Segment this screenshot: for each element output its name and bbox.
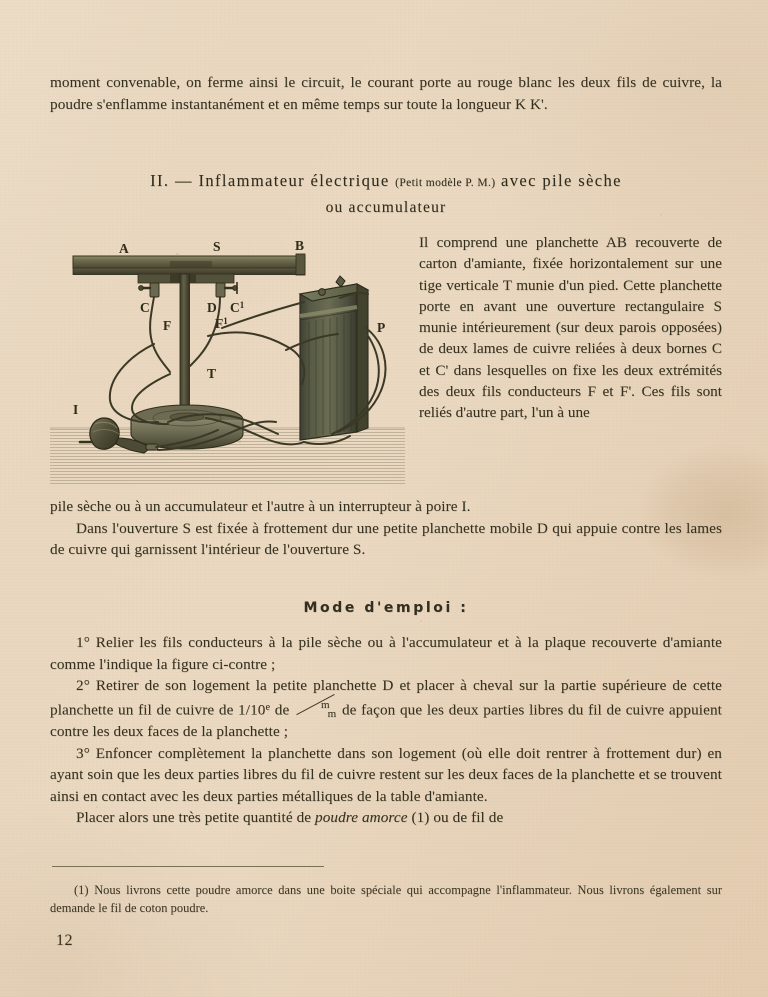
poudre-amorce-italic: poudre amorce bbox=[315, 809, 408, 826]
closing-paragraph bbox=[50, 807, 722, 829]
step-2-text-after: de façon que les deux parties libres du fil de cuivre appuient contre les deux faces de la planchette ; bbox=[50, 701, 722, 740]
step-1-text: Relier les fils conducteurs à la pile sèche ou à l'accumulateur et à la plaque recouverte d'amiante comme l'indique la figure ci-contre ; bbox=[50, 634, 722, 673]
section-title: Inflammateur électrique bbox=[198, 171, 390, 190]
apparatus-illustration bbox=[50, 232, 405, 484]
footnote-text: Nous livrons cette poudre amorce dans une boite spéciale qui accompagne l'inflammateur. Nous livrons également sur demande le fil de coton poudre. bbox=[50, 883, 722, 915]
apparatus-figure bbox=[50, 232, 405, 484]
footnote-divider bbox=[52, 866, 324, 867]
section-number: II. bbox=[150, 171, 170, 190]
asbestos-board bbox=[73, 254, 305, 275]
fraction-numerator: m bbox=[320, 698, 330, 711]
step-3 bbox=[50, 743, 722, 808]
figure-label-D: D bbox=[207, 300, 217, 315]
step-2-marker: 2° bbox=[76, 677, 90, 694]
footnote bbox=[50, 882, 722, 917]
figure-side-text: Il comprend une planchette AB recouverte de carton d'amiante, fixée horizontalement sur une tige verticale T munie d'un pied. Cette planchette porte en avant une ouverture rectangulaire S munie intérieurement (sur deux parois opposées) de deux lames de cuivre reliées à deux bornes C et C' dans lesquelles on fixe les deux extrémités des deux fils conducteurs F et F'. Ces fils sont reliés d'autre part, l'un à une bbox=[419, 234, 722, 422]
page-content bbox=[50, 0, 722, 997]
step-1 bbox=[50, 632, 722, 675]
step-3-marker: 3° bbox=[76, 744, 90, 762]
figure-label-C1: $C^1$ bbox=[230, 300, 245, 315]
terminal-C1 bbox=[216, 282, 237, 297]
support-stem-T bbox=[180, 274, 190, 422]
section-heading bbox=[50, 168, 722, 196]
step-2-text-mid: de bbox=[270, 701, 294, 719]
figure-label-S: S bbox=[213, 239, 221, 254]
figure-label-I: I bbox=[73, 402, 79, 417]
continuation-paragraph: pile sèche ou à un accumulateur et l'autre à un interrupteur à poire I. bbox=[50, 498, 471, 515]
figure-label-B: B bbox=[295, 238, 305, 253]
footnote-marker: (1) bbox=[74, 883, 89, 897]
figure-label-P: P bbox=[377, 320, 386, 335]
millimetre-fraction bbox=[294, 700, 337, 722]
fraction-denominator: m bbox=[327, 707, 337, 720]
figure-label-C: C bbox=[140, 300, 150, 315]
figure-label-F: F bbox=[163, 318, 172, 333]
section-parenthetical: (Petit modèle P. M.) bbox=[395, 177, 496, 189]
step-2-text-before: Retirer de son logement la petite planchette D et placer à cheval sur la partie supérieure de cette planchette un fil de cuivre de 1/10 bbox=[50, 677, 722, 719]
closing-after: (1) ou de fil de bbox=[407, 809, 504, 826]
mode-emploi-heading: Mode d'emploi : bbox=[303, 600, 469, 616]
terminal-C bbox=[139, 283, 159, 297]
step-2 bbox=[50, 675, 722, 743]
page-number: 12 bbox=[56, 932, 73, 949]
stand-base bbox=[131, 405, 243, 449]
step-3-text: Enfoncer complètement la planchette dans son logement (où elle doit rentrer à frottement dur) en ayant soin que les deux parties libres du fil de cuivre restent sur les deux faces de la planchette et se trouvent ainsi en contact avec les deux parties métalliques de la table d'amiante. bbox=[50, 744, 722, 805]
figure-label-T: T bbox=[207, 366, 217, 381]
section-subtitle: ou accumulateur bbox=[325, 199, 447, 216]
paragraph-opening-D: Dans l'ouverture S est fixée à frottement dur une petite planchette mobile D qui appuie contre les lames de cuivre qui garnissent l'intérieur de l'ouverture S. bbox=[50, 519, 722, 558]
step-2-ordinal-sup: e bbox=[265, 701, 271, 713]
closing-before: Placer alors une très petite quantité de bbox=[76, 809, 315, 826]
intro-paragraph: moment convenable, on ferme ainsi le circuit, le courant porte au rouge blanc les deux fils de cuivre, la poudre s'enflamme instantanément et en même temps sur toute la longueur K K'. bbox=[50, 74, 722, 113]
figure-label-A: A bbox=[119, 241, 129, 256]
section-title-tail: avec pile sèche bbox=[501, 171, 622, 190]
step-1-marker: 1° bbox=[76, 634, 90, 651]
figure-label-F1: $F^1$ bbox=[215, 316, 228, 331]
dry-cell-battery-P bbox=[300, 276, 368, 440]
section-dash: — bbox=[175, 171, 193, 190]
